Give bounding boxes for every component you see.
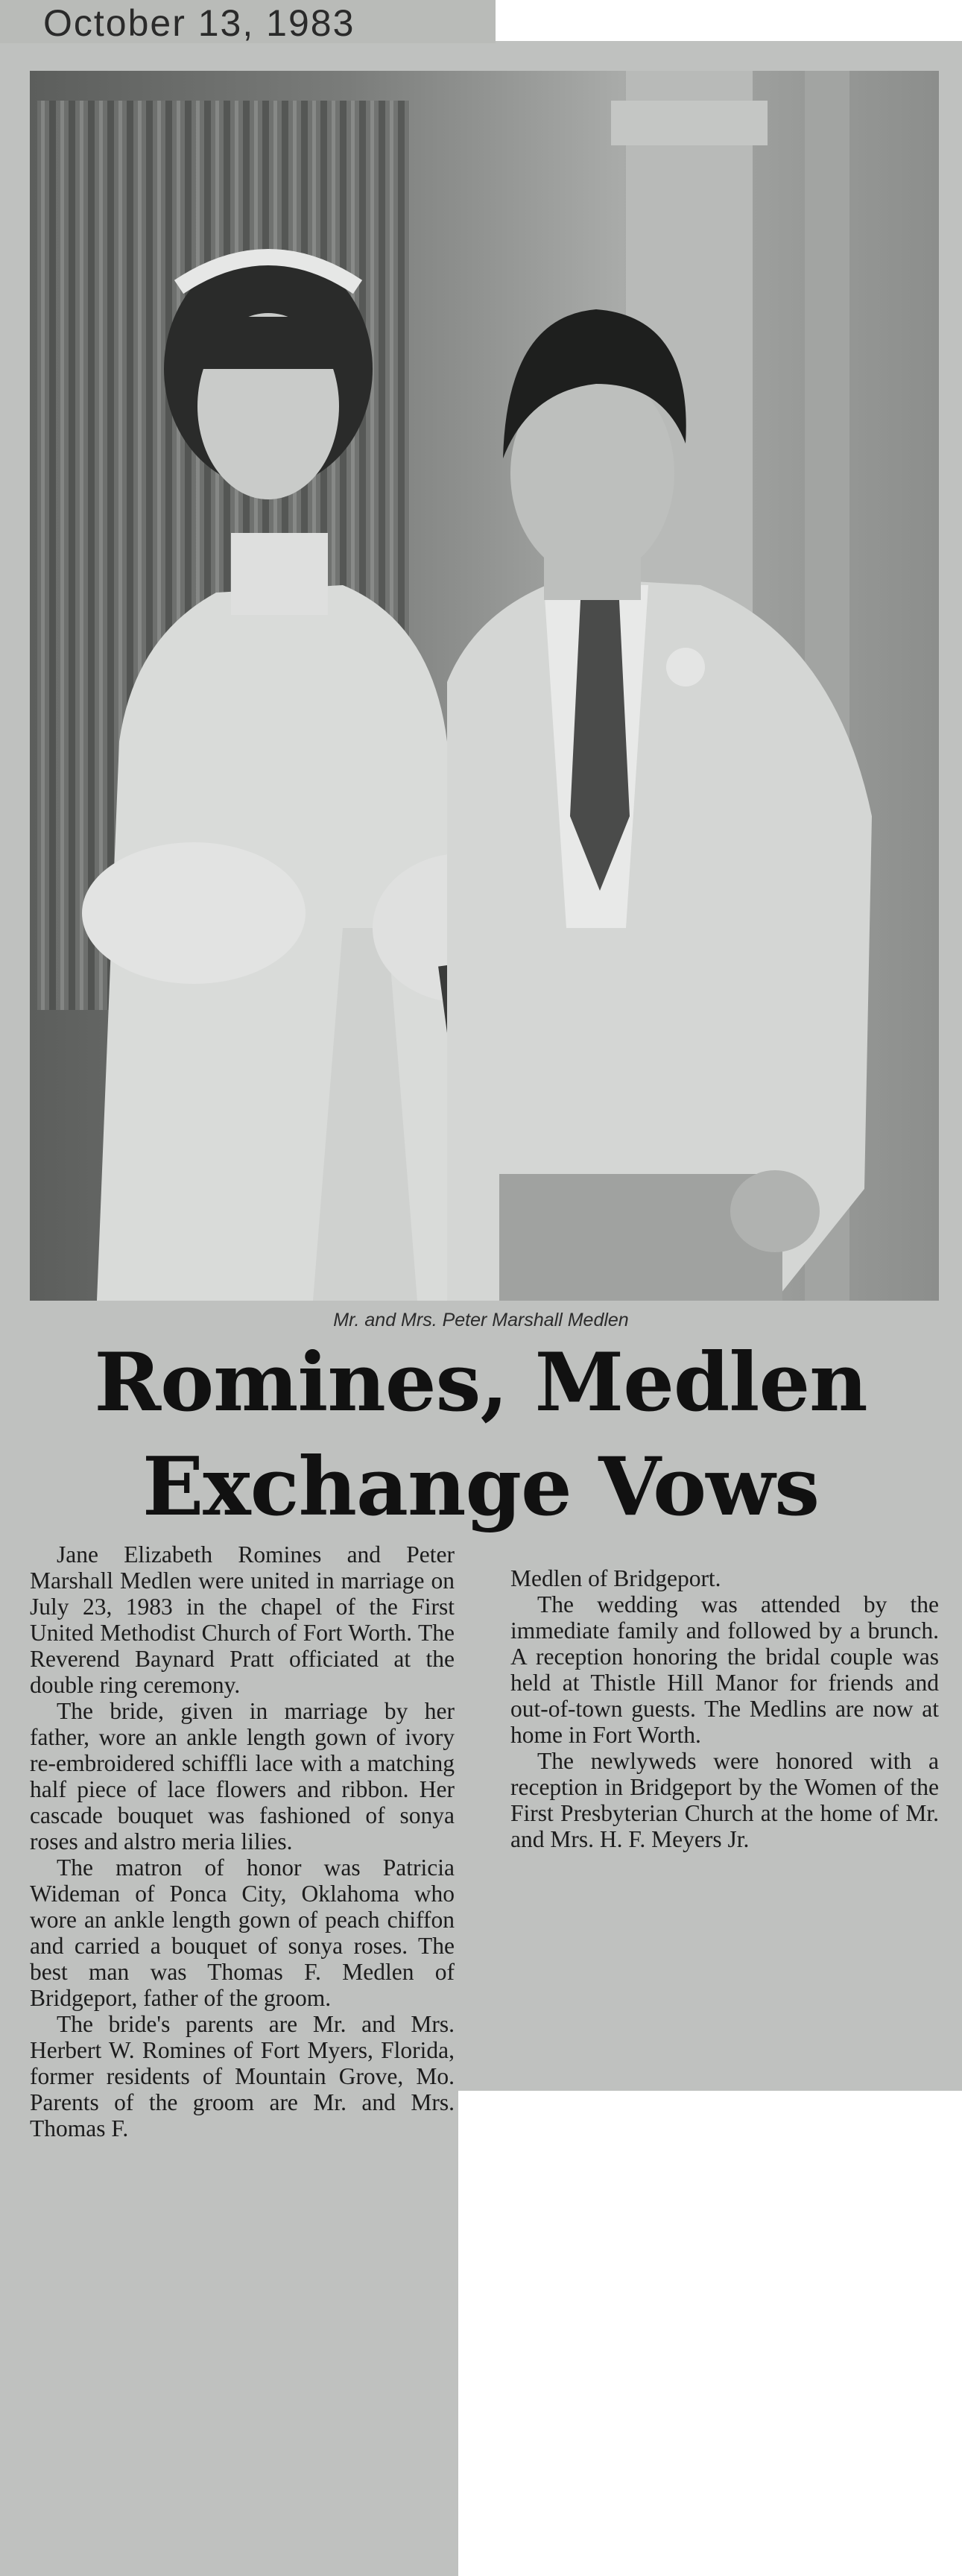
dateline-strip [0,0,496,43]
headline-line-2: Exchange Vows [142,1440,819,1534]
paragraph-continuation: Medlen of Bridgeport. [510,1565,721,1591]
clipping-lower-left [0,2080,458,2576]
paragraph: Jane Elizabeth Romines and Peter Marshall Medlen were united in marriage on July 23, 1983 in the chapel of the First United Methodist Church of Fort Worth. The Reverend Baynard Pratt officiated at the double ring ceremony. [30,1541,455,1698]
wedding-photo [30,71,939,1301]
paragraph: The matron of honor was Patricia Wideman of Ponca City, Oklahoma who wore an ankle length gown of peach chiffon and carried a bouquet of sonya roses. The best man was Thomas F. Medlen of Bridgeport, father of the groom. [30,1854,455,2011]
wedding-photo-illustration [30,71,939,1301]
dateline: October 13, 1983 [43,2,355,44]
photo-caption: Mr. and Mrs. Peter Marshall Medlen [333,1310,629,1330]
paragraph: The wedding was attended by the immediate family and followed by a brunch. A reception honoring the bridal couple was held at Thistle Hill Manor for friends and out-of-town guests. The Medlins are now at home in Fort Worth. [510,1591,939,1748]
article-headline [45,1330,917,1539]
article-column-left [30,1541,455,2141]
paragraph: The bride, given in marriage by her father, wore an ankle length gown of ivory re-embroidered schiffli lace with a matching half piece of lace flowers and ribbon. Her cascade bouquet was fashioned of sonya roses and alstro meria lilies. [30,1698,455,1854]
article-column-right [510,1565,939,1852]
headline-line-1: Romines, Medlen [94,1336,867,1430]
paragraph: The newlyweds were honored with a reception in Bridgeport by the Women of the First Presbyterian Church at the home of Mr. and Mrs. H. F. Meyers Jr. [510,1748,939,1852]
paragraph: The bride's parents are Mr. and Mrs. Herbert W. Romines of Fort Myers, Florida, former residents of Mountain Grove, Mo. Parents of the groom are Mr. and Mrs. Thomas F. [30,2011,455,2141]
